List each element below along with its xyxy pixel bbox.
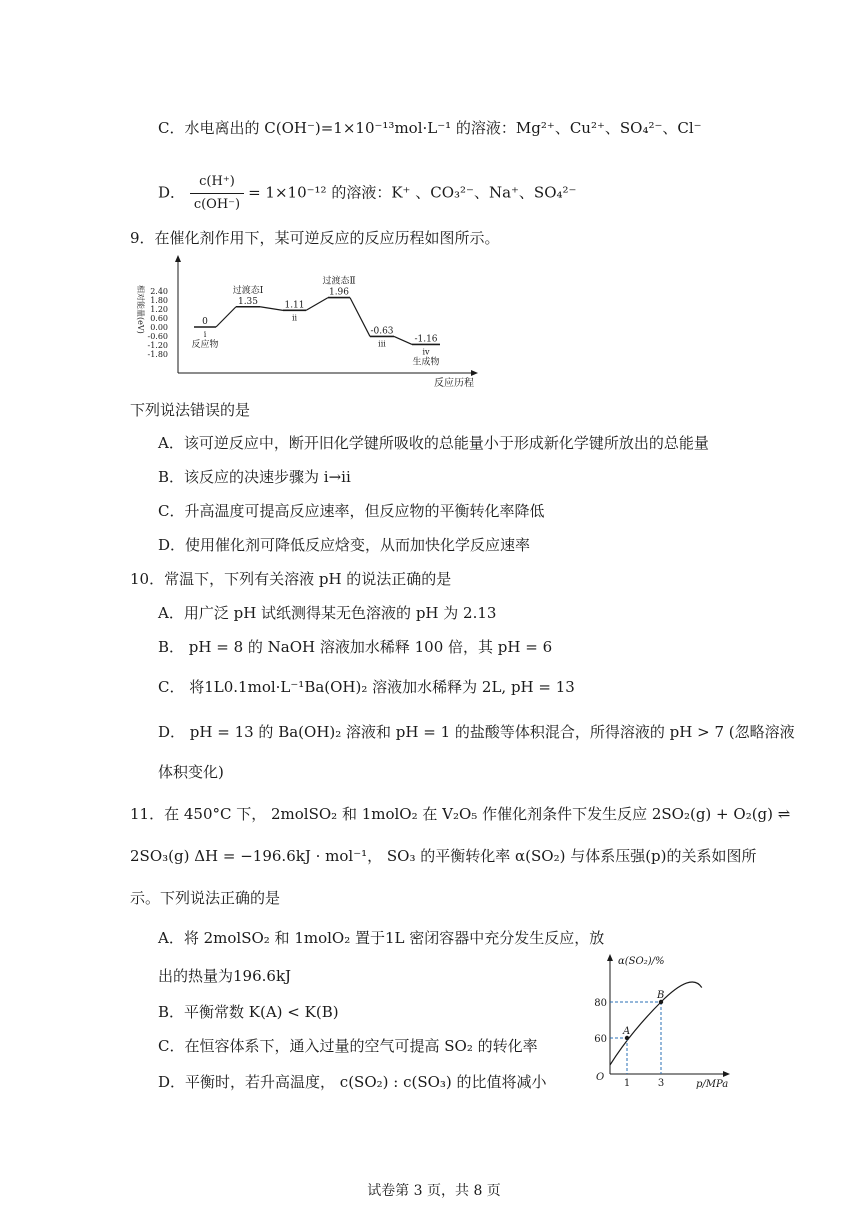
q8-d-fraction: $\frac{c(H^+)}{c(OH^-)}$ <box>190 172 244 215</box>
q9-connector <box>394 336 412 344</box>
q9-level-name: 过渡态Ⅱ <box>322 276 356 287</box>
q9-connector <box>306 298 328 311</box>
q9-level-value: 0 <box>202 317 208 327</box>
q9-level-name: 过渡态Ⅰ <box>232 285 264 296</box>
q11-xtick: 1 <box>623 1078 631 1089</box>
q9-option-d: D．使用催化剂可降低反应焓变，从而加快化学反应速率 <box>158 536 531 554</box>
q9-level-value: -1.16 <box>414 334 438 345</box>
q11-option-a: A．将 2molSO₂ 和 1molO₂ 置于1L 密闭容器中充分发生反应，放 <box>158 929 605 947</box>
q9-option-a: A．该可逆反应中，断开旧化学键所吸收的总能量小于形成新化学键所放出的总能量 <box>158 434 709 452</box>
q9-level-value: 1.96 <box>328 287 350 298</box>
q9-connector <box>216 307 236 327</box>
q9-level-name: 生成物 <box>412 357 440 368</box>
q9-xlabel: 反应历程 <box>434 378 474 389</box>
page-footer: 试卷第 3 页，共 8 页 <box>367 1183 501 1199</box>
q11-point-label: B <box>657 990 665 1001</box>
q9-level-value: 1.11 <box>284 300 305 311</box>
q9-ytick-label: -1.80 <box>147 350 168 359</box>
q11-stem-3: 示。下列说法正确的是 <box>130 889 281 907</box>
q10-stem: 10．常温下，下列有关溶液 pH 的说法正确的是 <box>130 570 452 588</box>
q9-level-name: 反应物 <box>191 340 219 350</box>
q10-option-b: B． pH = 8 的 NaOH 溶液加水稀释 100 倍，其 pH = 6 <box>158 638 553 656</box>
q11-origin: O <box>596 1072 605 1083</box>
q8-option-c: C．水电离出的 C(OH⁻)=1×10⁻¹³mol·L⁻¹ 的溶液：Mg²⁺、Cu²⁺、SO₄²⁻、Cl⁻ <box>158 119 702 137</box>
q11-option-c: C．在恒容体系下，通入过量的空气可提高 SO₂ 的转化率 <box>158 1037 538 1055</box>
q10-option-a: A．用广泛 pH 试纸测得某无色溶液的 pH 为 2.13 <box>158 604 497 622</box>
q9-ytick-label: 1.80 <box>150 296 168 305</box>
q11-xlabel: p/MPa <box>696 1079 729 1090</box>
q9-ytick-label: 1.20 <box>150 305 168 314</box>
q11-ytick: 60 <box>594 1034 607 1045</box>
q9-connector <box>350 298 370 337</box>
q8-option-d: D． $\frac{c(H^+)}{c(OH^-)}$ = 1×10⁻¹² 的溶液：K⁺ 、CO₃²⁻、Na⁺、SO₄²⁻ <box>158 172 576 215</box>
q11-stem-1: 11．在 450°C 下， 2molSO₂ 和 1molO₂ 在 V₂O₅ 作催化剂条件下发生反应 2SO₂(g) + O₂(g) ⇌ <box>130 805 791 823</box>
q11-ylabel: α(SO₂)/% <box>618 956 665 967</box>
q11-curve <box>610 982 702 1065</box>
q11-ytick: 80 <box>594 998 607 1009</box>
q9-level-tag: i <box>203 330 207 339</box>
q9-energy-diagram <box>128 255 488 390</box>
q11-graph <box>588 950 733 1092</box>
q9-connector <box>260 307 283 311</box>
q9-prompt: 下列说法错误的是 <box>130 401 251 419</box>
q9-level-tag: ii <box>291 313 298 323</box>
q9-ytick-label: 0.00 <box>150 323 168 332</box>
q11-option-a-cont: 出的热量为196.6kJ <box>158 967 292 985</box>
q10-option-d: D． pH = 13 的 Ba(OH)₂ 溶液和 pH = 1 的盐酸等体积混合，所得溶液的 pH > 7 (忽略溶液 <box>158 723 795 741</box>
q10-option-d-cont: 体积变化) <box>158 763 224 781</box>
q11-point-label: A <box>623 1026 631 1037</box>
q11-option-b: B．平衡常数 K(A) < K(B) <box>158 1003 339 1021</box>
q9-level-value: 1.35 <box>237 296 259 307</box>
q9-ylabel: 相对能量(eV) <box>136 285 145 334</box>
q11-option-d: D．平衡时，若升高温度， c(SO₂) : c(SO₃) 的比值将减小 <box>158 1073 547 1091</box>
q9-level-tag: iii <box>378 339 386 349</box>
q9-ytick-label: 2.40 <box>150 287 168 296</box>
q11-stem-2: 2SO₃(g) ΔH = −196.6kJ · mol⁻¹， SO₃ 的平衡转化率 α(SO₂) 与体系压强(p)的关系如图所 <box>130 847 757 865</box>
q11-xtick: 3 <box>657 1078 665 1089</box>
q9-ytick-label: 0.60 <box>150 314 168 323</box>
q9-option-c: C．升高温度可提高反应速率，但反应物的平衡转化率降低 <box>158 502 545 520</box>
q10-option-c: C． 将1L0.1mol·L⁻¹Ba(OH)₂ 溶液加水稀释为 2L, pH = 13 <box>158 678 575 696</box>
q9-option-b: B．该反应的决速步骤为 i→ii <box>158 468 351 486</box>
q9-level-tag: iv <box>422 347 430 357</box>
q9-ytick-label: -1.20 <box>147 341 168 350</box>
q9-level-value: -0.63 <box>370 326 394 337</box>
q9-ytick-label: -0.60 <box>147 332 168 341</box>
q9-stem: 9．在催化剂作用下，某可逆反应的反应历程如图所示。 <box>130 229 500 247</box>
